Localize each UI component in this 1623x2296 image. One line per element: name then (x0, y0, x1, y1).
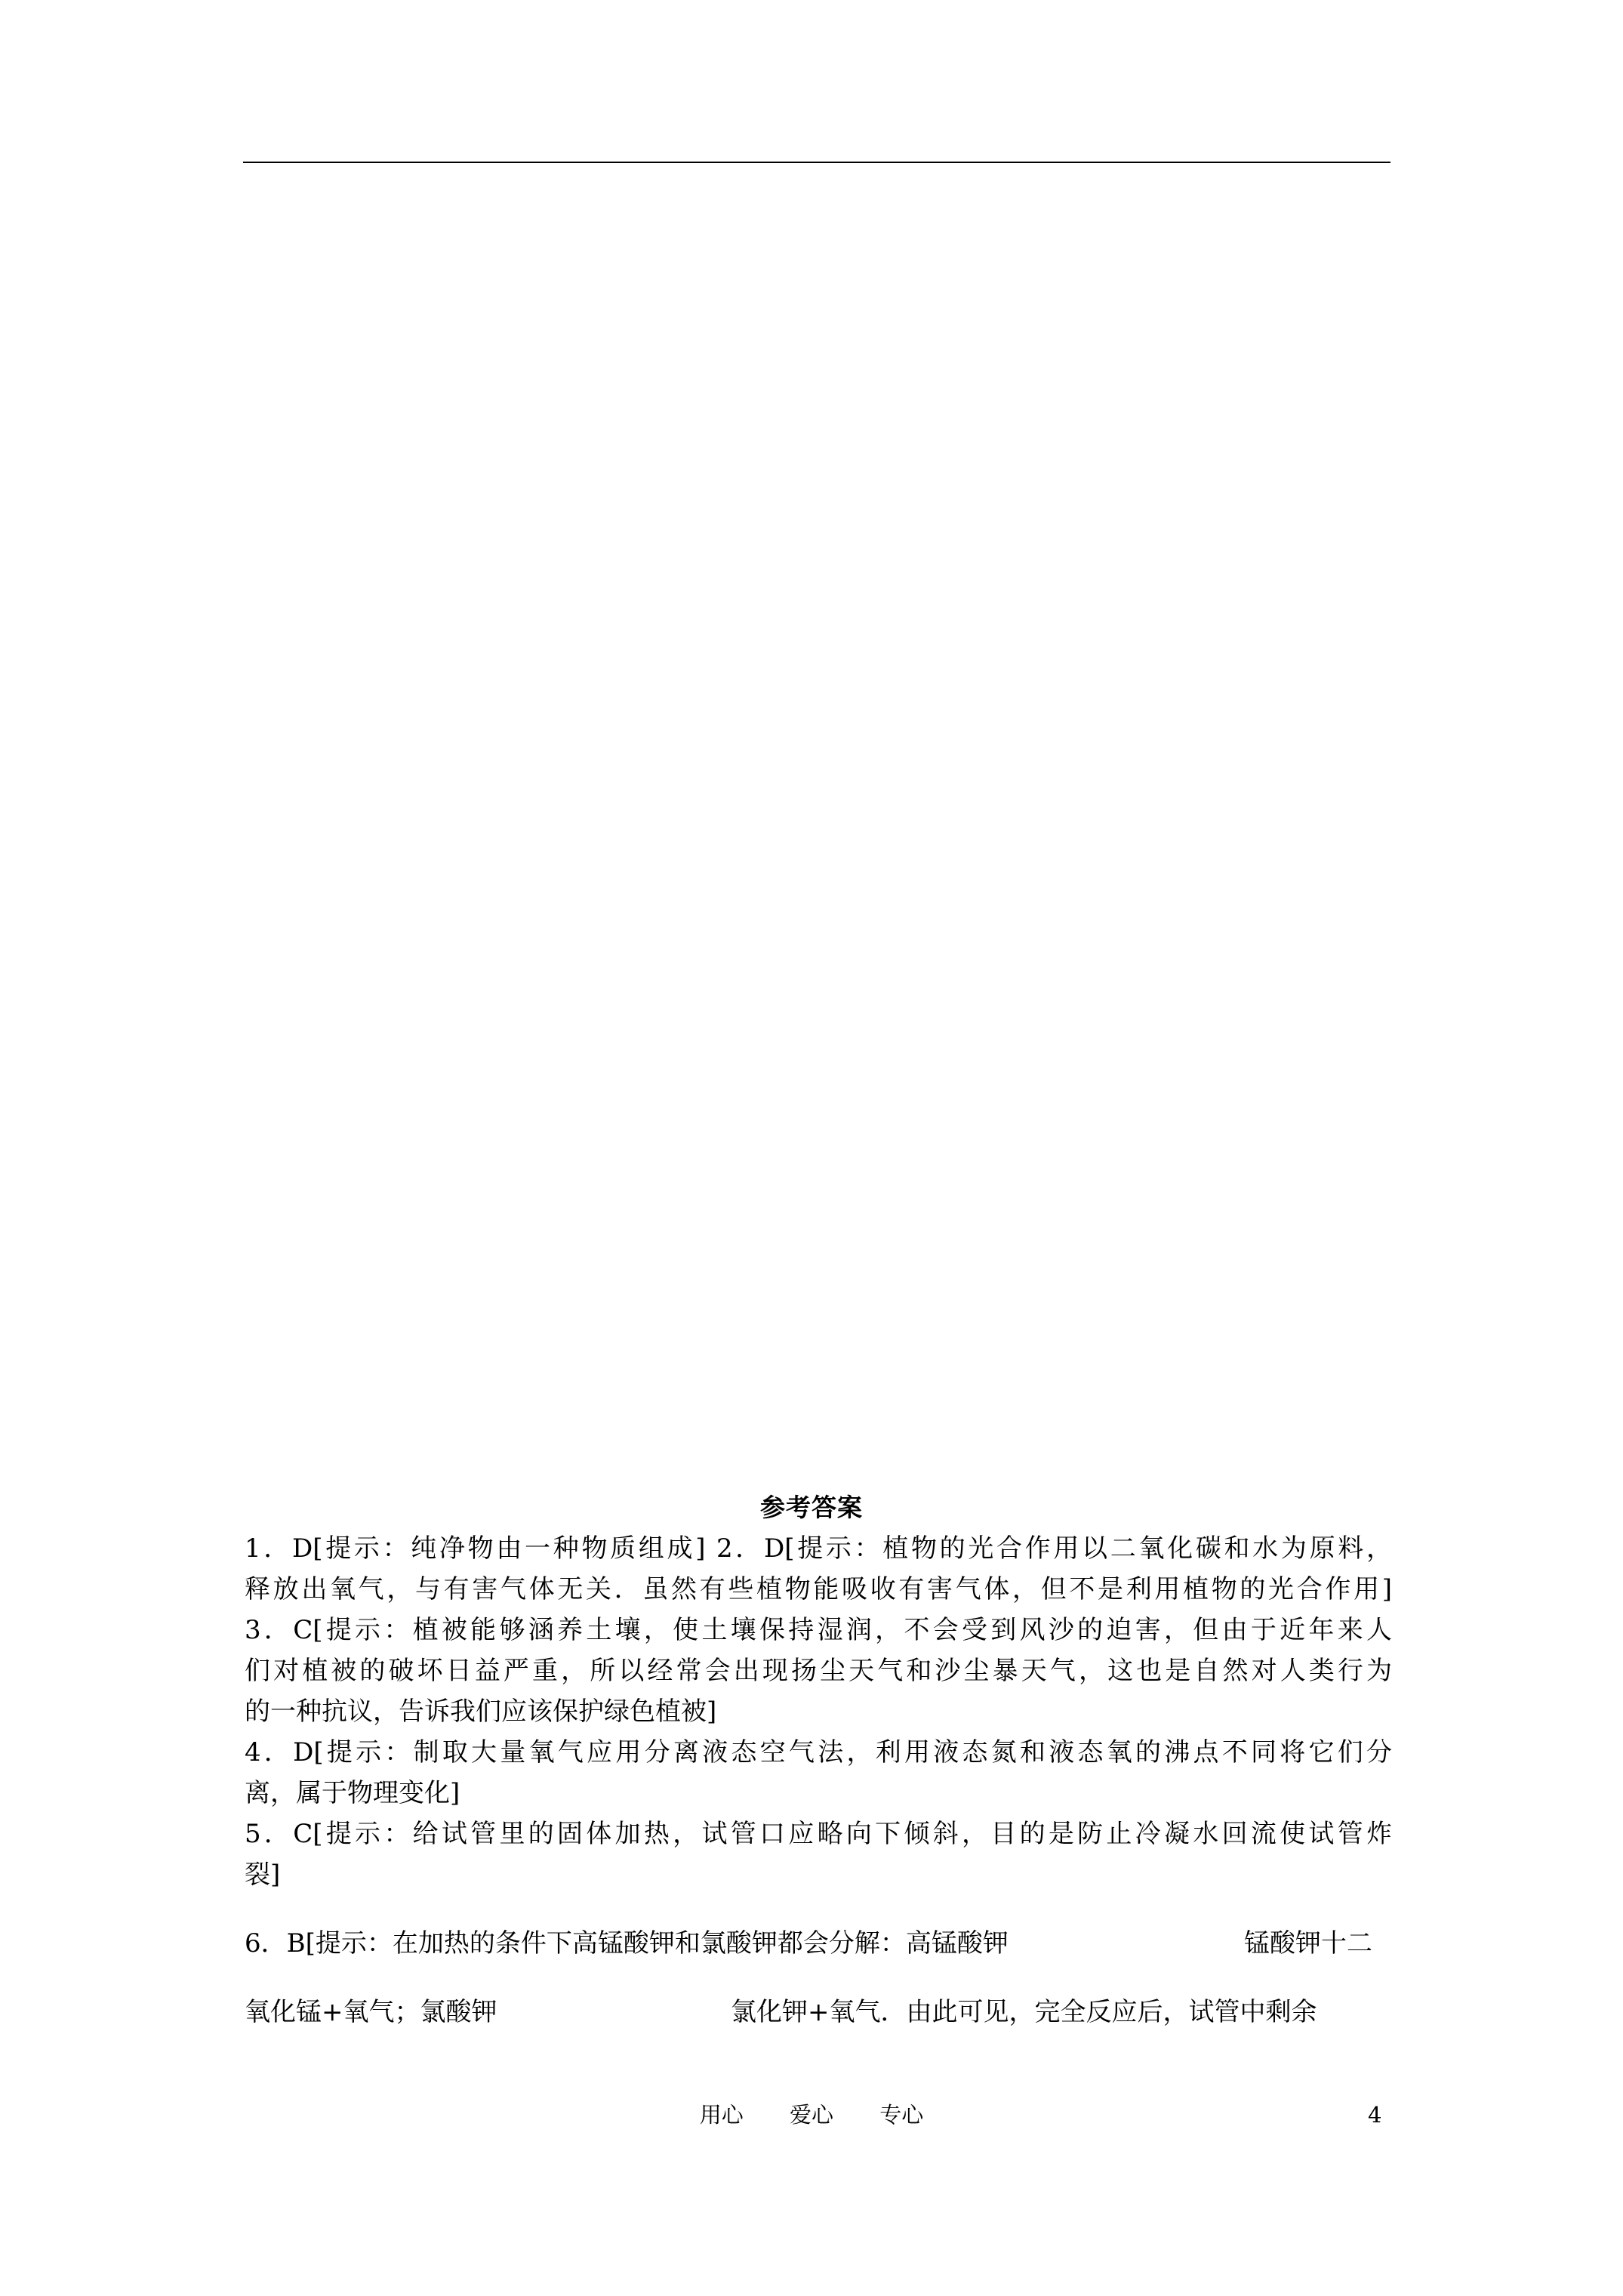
answer-line-2: 释放出氧气，与有害气体无关．虽然有些植物能吸收有害气体，但不是利用植物的光合作用] (245, 1574, 1392, 1604)
header-rule (243, 162, 1390, 163)
footer-motto-3: 专心 (879, 2102, 924, 2128)
answer-line-8: 5．C[提示：给试管里的固体加热，试管口应略向下倾斜，目的是防止冷凝水回流使试管炸 (245, 1819, 1392, 1849)
answer-line-3: 3．C[提示：植被能够涵养土壤，使土壤保持湿润，不会受到风沙的迫害，但由于近年来人 (245, 1615, 1392, 1645)
answer-line-9: 裂] (245, 1860, 281, 1890)
answer-line-6: 4．D[提示：制取大量氧气应用分离液态空气法，利用液态氮和液态氧的沸点不同将它们分 (245, 1737, 1392, 1767)
answer-6-line-2-left: 氧化锰+氧气；氯酸钾 (245, 1997, 497, 2027)
answer-line-1: 1．D[提示：纯净物由一种物质组成] 2．D[提示：植物的光合作用以二氧化碳和水为原料， (245, 1533, 1392, 1564)
answer-6-line-1-left: 6．B[提示：在加热的条件下高锰酸钾和氯酸钾都会分解：高锰酸钾 (245, 1928, 1009, 1959)
answer-line-4: 们对植被的破坏日益严重，所以经常会出现扬尘天气和沙尘暴天气，这也是自然对人类行为 (245, 1656, 1392, 1686)
answers-title: 参考答案 (760, 1493, 863, 1522)
footer-motto-2: 爱心 (789, 2102, 833, 2128)
answer-line-7: 离，属于物理变化] (245, 1778, 460, 1808)
answer-6-line-2-right: 氯化钾+氧气．由此可见，完全反应后，试管中剩余 (731, 1997, 1317, 2027)
answer-6-line-1-right: 锰酸钾十二 (1244, 1928, 1372, 1959)
footer-motto-1: 用心 (699, 2102, 744, 2128)
answer-line-5: 的一种抗议，告诉我们应该保护绿色植被] (245, 1697, 717, 1727)
page-number: 4 (1368, 2102, 1382, 2128)
